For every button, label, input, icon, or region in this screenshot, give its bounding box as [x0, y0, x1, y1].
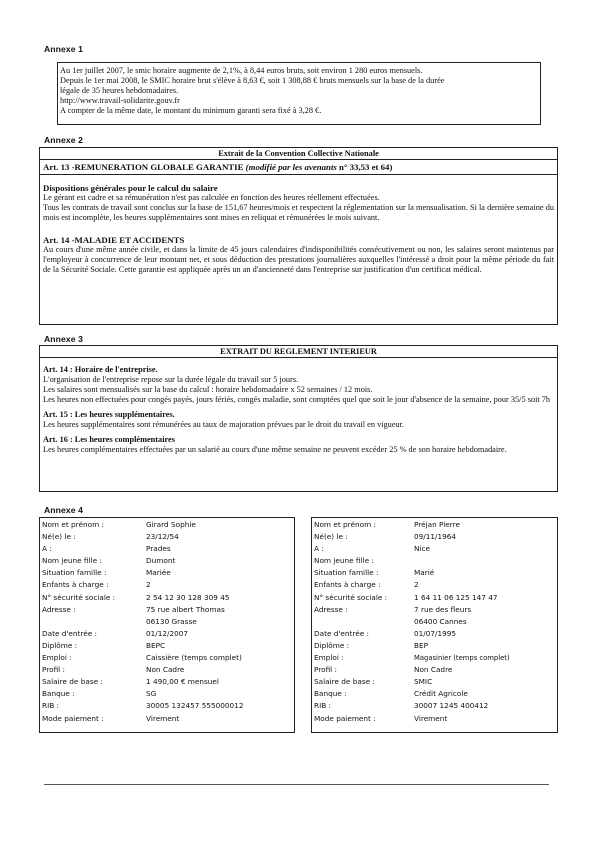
annexe2-header: Extrait de la Convention Collective Nationale: [40, 148, 557, 160]
value-enfants: 2: [414, 580, 419, 590]
value-diplome: BEPC: [146, 640, 166, 650]
field-row: [314, 592, 557, 604]
art14-maladie-text: Au cours d'une même année civile, et dans la limite de 45 jours calendaires d'indisponibilités consécutivement ou non, les salaires seront maintenus par l'employeur à concurrence de leur montant net, et sous déduction des prestations journalières auxquelles l'intéressé a droit pour la même période du fait de la Sécurité Sociale. Cette garantie est appliquée après un an d'ancienneté dans l'entreprise sur justification d'un certificat médical.: [43, 245, 554, 274]
label-rib: RIB :: [314, 701, 332, 711]
label-enfants: Enfants à charge :: [42, 580, 109, 590]
field-row: [42, 531, 294, 543]
label-ne: Né(e) le :: [42, 532, 76, 542]
label-profil: Profil :: [42, 665, 65, 675]
annexe3-header-text: EXTRAIT DU REGLEMENT INTERIEUR: [220, 347, 377, 356]
field-row: [314, 519, 557, 531]
art14-horaire-l1: L'organisation de l'entreprise repose sur la durée légale du travail sur 5 jours.: [43, 375, 299, 384]
field-row: [314, 676, 557, 688]
annexe1-line: légale de 35 heures hebdomadaires.: [60, 86, 179, 95]
label-diplome: Diplôme :: [42, 640, 78, 650]
label-a: A :: [42, 544, 52, 554]
label-adresse: Adresse :: [42, 604, 76, 614]
value-salaire: SMIC: [414, 677, 433, 687]
field-row: [42, 713, 294, 725]
footer-divider: [44, 784, 549, 785]
annexe1-title: Annexe 1: [44, 44, 84, 54]
annexe1-line: Depuis le 1er mai 2008, le SMIC horaire brut s'élève à 8,63 €, soit 1 308,88 € bruts mensuels sur la base de la durée: [60, 76, 445, 85]
field-row: [42, 567, 294, 579]
value-emploi: Caissière (temps complet): [146, 653, 242, 663]
label-entree: Date d'entrée :: [42, 628, 97, 638]
annexe3-box: [39, 345, 558, 492]
label-adresse: Adresse :: [314, 604, 348, 614]
label-nom: Nom et prénom :: [314, 520, 376, 529]
value-adresse-line1: 7 rue des fleurs: [414, 604, 472, 614]
value-salaire: 1 490,00 € mensuel: [146, 677, 219, 687]
field-row: [42, 640, 294, 652]
field-row: [42, 616, 294, 628]
label-secu: N° sécurité sociale :: [42, 592, 116, 602]
label-enfants: Enfants à charge :: [314, 580, 381, 590]
label-a: A :: [314, 544, 324, 554]
value-banque: Crédit Agricole: [414, 689, 468, 699]
value-rib: 30007 1245 400412: [414, 701, 489, 711]
field-row: [314, 616, 557, 628]
label-salaire: Salaire de base :: [42, 677, 103, 687]
field-row: [42, 664, 294, 676]
label-situation: Situation famille :: [314, 568, 379, 578]
field-row: [314, 713, 557, 725]
label-secu: N° sécurité sociale :: [314, 592, 388, 602]
annexe4-title: Annexe 4: [44, 505, 84, 515]
art15-title: Art. 15 : Les heures supplémentaires.: [43, 410, 175, 419]
art13-title: Art. 13 -REMUNERATION GLOBALE GARANTIE: [43, 162, 244, 172]
field-row: [314, 579, 557, 591]
label-banque: Banque :: [314, 689, 347, 699]
art16-text: Les heures complémentaires effectuées par un salarié au cours d'une même semaine ne peuvent excéder 25 % de son horaire hebdomadaire.: [43, 445, 507, 454]
art14-maladie-title: Art. 14 -MALADIE ET ACCIDENTS: [43, 235, 185, 245]
value-adresse-line2: 06400 Cannes: [414, 616, 467, 626]
employee-card-prejan: [311, 517, 558, 733]
value-diplome: BEP: [414, 640, 429, 650]
field-row: [42, 592, 294, 604]
field-row: [314, 640, 557, 652]
field-row: [42, 700, 294, 712]
value-profil: Non Cadre: [146, 665, 185, 675]
label-paiement: Mode paiement :: [42, 713, 104, 723]
field-row: [42, 688, 294, 700]
annexe3-title: Annexe 3: [44, 334, 84, 344]
value-secu: 2 54 12 30 128 309 45: [146, 592, 230, 602]
field-row: [42, 519, 294, 531]
field-row: [314, 700, 557, 712]
field-row: [314, 543, 557, 555]
art13-note: (modifié par les avenants: [245, 162, 337, 172]
label-salaire: Salaire de base :: [314, 677, 375, 687]
art16-title: Art. 16 : Les heures complémentaires: [43, 435, 175, 444]
annexe1-line: A compter de la même date, le montant du minimum garanti sera fixé à 3,28 €.: [60, 106, 322, 115]
label-situation: Situation famille :: [42, 568, 107, 578]
field-row: [42, 676, 294, 688]
value-ne: 23/12/54: [146, 532, 179, 542]
field-row: [314, 567, 557, 579]
value-jeune-fille: Dumont: [146, 556, 176, 566]
field-row: [42, 555, 294, 567]
value-nom: Préjan Pierre: [414, 520, 461, 529]
value-banque: SG: [146, 689, 157, 699]
art13-tail: n° 33,53 et 64): [339, 162, 393, 172]
value-nom: Girard Sophie: [146, 520, 196, 529]
label-banque: Banque :: [42, 689, 75, 699]
label-ne: Né(e) le :: [314, 532, 348, 542]
label-paiement: Mode paiement :: [314, 713, 376, 723]
value-entree: 01/07/1995: [414, 628, 457, 638]
annexe1-box: [57, 62, 541, 125]
value-a: Nice: [414, 544, 430, 554]
art14-horaire-l3: Les heures non effectuées pour congés payés, jours fériés, congés maladie, sont comptées quel que soit le jour d'absence de la semaine, pour 35/5 soit 7h: [43, 395, 551, 404]
value-enfants: 2: [146, 580, 151, 590]
art15-text: Les heures supplémentaires sont rémunérées au taux de majoration prévues par le droit du travail en vigueur.: [43, 420, 405, 429]
label-nom: Nom et prénom :: [42, 520, 104, 529]
label-diplome: Diplôme :: [314, 640, 350, 650]
field-row: [42, 579, 294, 591]
dispositions-p2: Tous les contrats de travail sont conclus sur la base de 151,67 heures/mois et respectent la réglementation sur la mensualisation. Si la dernière semaine du mois est incomplète, les heures supplémentaires sont mises en reliquat et rémunérées le mois suivant.: [43, 203, 554, 222]
art14-horaire-title: Art. 14 : Horaire de l'entreprise.: [43, 365, 158, 374]
label-emploi: Emploi :: [314, 653, 344, 663]
value-situation: Marié: [414, 568, 435, 578]
dispositions-title: Dispositions générales pour le calcul du salaire: [43, 183, 218, 193]
field-row: [42, 543, 294, 555]
field-row: [42, 628, 294, 640]
employee-card-girard: [39, 517, 295, 733]
field-row: [314, 688, 557, 700]
value-profil: Non Cadre: [414, 665, 453, 675]
field-row: [42, 604, 294, 616]
value-a: Prades: [146, 544, 171, 554]
annexe1-link: http://www.travail-solidarite.gouv.fr: [60, 96, 180, 105]
label-jeune-fille: Nom jeune fille :: [314, 556, 374, 566]
art14-horaire-l2: Les salaires sont mensualisés sur la base du calcul : horaire hebdomadaire x 52 semaines / 12 mois.: [43, 385, 373, 394]
label-jeune-fille: Nom jeune fille :: [42, 556, 102, 566]
annexe2-art13-heading: [40, 160, 557, 175]
value-situation: Mariée: [146, 568, 171, 578]
annexe1-line: Au 1er juillet 2007, le smic horaire augmente de 2,1%, à 8,44 euros bruts, soit environ 1 280 euros mensuels.: [60, 66, 423, 75]
value-emploi: Magasinier (temps complet): [414, 654, 510, 663]
value-adresse-line2: 06130 Grasse: [146, 616, 197, 626]
field-row: [314, 664, 557, 676]
label-rib: RIB :: [42, 701, 60, 711]
annexe3-header: [40, 346, 557, 358]
field-row: [314, 555, 557, 567]
field-row: [314, 531, 557, 543]
value-entree: 01/12/2007: [146, 628, 189, 638]
label-profil: Profil :: [314, 665, 337, 675]
value-ne: 09/11/1964: [414, 532, 457, 542]
annexe2-title: Annexe 2: [44, 135, 84, 145]
label-entree: Date d'entrée :: [314, 628, 369, 638]
field-row: [314, 652, 557, 664]
value-adresse-line1: 75 rue albert Thomas: [146, 604, 225, 614]
value-secu: 1 64 11 06 125 147 47: [414, 592, 498, 602]
field-row: [42, 652, 294, 664]
field-row: [314, 628, 557, 640]
field-row: [314, 604, 557, 616]
value-paiement: Virement: [146, 713, 180, 723]
annexe2-box: [39, 147, 558, 325]
value-rib: 30005 132457 555000012: [146, 701, 244, 711]
dispositions-p1: Le gérant est cadre et sa rémunération n'est pas calculée en fonction des heures réellement effectuées.: [43, 193, 380, 202]
value-paiement: Virement: [414, 713, 448, 723]
label-emploi: Emploi :: [42, 653, 72, 663]
